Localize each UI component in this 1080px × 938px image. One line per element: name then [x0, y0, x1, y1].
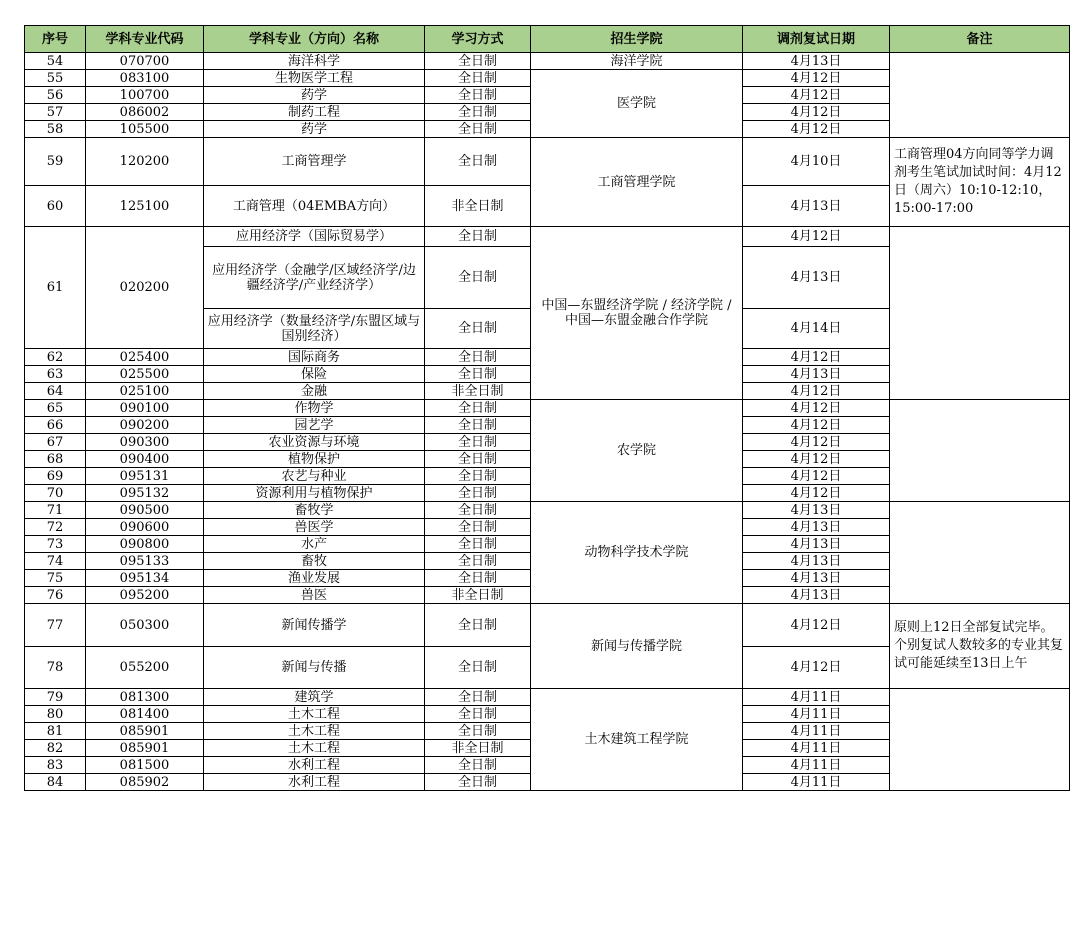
row-no: 60 [25, 186, 86, 227]
subject-name: 工商管理学 [204, 138, 425, 186]
study-mode: 全日制 [425, 536, 531, 553]
subject-code: 090500 [86, 502, 204, 519]
retest-date: 4月12日 [743, 383, 890, 400]
subject-code: 090300 [86, 434, 204, 451]
subject-name: 水利工程 [204, 774, 425, 791]
row-no: 59 [25, 138, 86, 186]
retest-date: 4月13日 [743, 587, 890, 604]
retest-date: 4月12日 [743, 70, 890, 87]
row-no: 57 [25, 104, 86, 121]
row-no: 54 [25, 53, 86, 70]
retest-date: 4月12日 [743, 604, 890, 647]
retest-date: 4月10日 [743, 138, 890, 186]
subject-name: 园艺学 [204, 417, 425, 434]
remark: 原则上12日全部复试完毕。个别复试人数较多的专业其复试可能延续至13日上午 [890, 604, 1070, 689]
study-mode: 全日制 [425, 53, 531, 70]
study-mode: 全日制 [425, 485, 531, 502]
subject-code: 025400 [86, 349, 204, 366]
subject-code: 020200 [86, 227, 204, 349]
row-no: 55 [25, 70, 86, 87]
study-mode: 全日制 [425, 502, 531, 519]
subject-code: 025500 [86, 366, 204, 383]
remark: 工商管理04方向同等学力调剂考生笔试加试时间：4月12日（周六）10:10-12:10，15:00-17:00 [890, 138, 1070, 227]
retest-date: 4月13日 [743, 570, 890, 587]
row-no: 61 [25, 227, 86, 349]
row-no: 58 [25, 121, 86, 138]
college-name: 中国—东盟经济学院 / 经济学院 / 中国—东盟金融合作学院 [531, 227, 743, 400]
subject-code: 090100 [86, 400, 204, 417]
subject-code: 085902 [86, 774, 204, 791]
row-no: 69 [25, 468, 86, 485]
row-no: 71 [25, 502, 86, 519]
subject-name: 工商管理（04EMBA方向） [204, 186, 425, 227]
study-mode: 全日制 [425, 434, 531, 451]
subject-code: 086002 [86, 104, 204, 121]
remark [890, 227, 1070, 400]
remark [890, 689, 1070, 791]
subject-code: 081300 [86, 689, 204, 706]
subject-name: 金融 [204, 383, 425, 400]
college-name: 工商管理学院 [531, 138, 743, 227]
subject-name: 畜牧 [204, 553, 425, 570]
row-no: 82 [25, 740, 86, 757]
study-mode: 全日制 [425, 309, 531, 349]
subject-code: 081400 [86, 706, 204, 723]
study-mode: 全日制 [425, 468, 531, 485]
retest-date: 4月12日 [743, 485, 890, 502]
table-row [25, 138, 1070, 186]
subject-code: 090600 [86, 519, 204, 536]
retest-date: 4月13日 [743, 536, 890, 553]
subject-name: 应用经济学（数量经济学/东盟区域与国别经济） [204, 309, 425, 349]
subject-name: 水利工程 [204, 757, 425, 774]
study-mode: 全日制 [425, 400, 531, 417]
retest-date: 4月11日 [743, 706, 890, 723]
study-mode: 全日制 [425, 689, 531, 706]
retest-date: 4月12日 [743, 400, 890, 417]
subject-code: 085901 [86, 723, 204, 740]
study-mode: 全日制 [425, 774, 531, 791]
subject-code: 095132 [86, 485, 204, 502]
subject-name: 应用经济学（国际贸易学） [204, 227, 425, 247]
study-mode: 非全日制 [425, 383, 531, 400]
subject-code: 083100 [86, 70, 204, 87]
retest-date: 4月13日 [743, 186, 890, 227]
page [24, 25, 1069, 791]
retest-date: 4月13日 [743, 247, 890, 309]
retest-date: 4月12日 [743, 434, 890, 451]
subject-name: 渔业发展 [204, 570, 425, 587]
college-name: 土木建筑工程学院 [531, 689, 743, 791]
subject-code: 105500 [86, 121, 204, 138]
col-header-mode: 学习方式 [425, 26, 531, 53]
retest-date: 4月12日 [743, 227, 890, 247]
col-header-remark: 备注 [890, 26, 1070, 53]
row-no: 72 [25, 519, 86, 536]
study-mode: 非全日制 [425, 740, 531, 757]
row-no: 66 [25, 417, 86, 434]
retest-date: 4月12日 [743, 349, 890, 366]
col-header-date: 调剂复试日期 [743, 26, 890, 53]
study-mode: 全日制 [425, 121, 531, 138]
retest-date: 4月12日 [743, 417, 890, 434]
subject-name: 兽医 [204, 587, 425, 604]
remark [890, 400, 1070, 502]
study-mode: 全日制 [425, 519, 531, 536]
table-row [25, 689, 1070, 706]
subject-code: 095131 [86, 468, 204, 485]
subject-name: 资源利用与植物保护 [204, 485, 425, 502]
study-mode: 全日制 [425, 227, 531, 247]
row-no: 67 [25, 434, 86, 451]
subject-code: 090400 [86, 451, 204, 468]
subject-name: 土木工程 [204, 706, 425, 723]
subject-name: 新闻与传播 [204, 647, 425, 689]
retest-date: 4月13日 [743, 553, 890, 570]
subject-code: 100700 [86, 87, 204, 104]
col-header-code: 学科专业代码 [86, 26, 204, 53]
study-mode: 全日制 [425, 451, 531, 468]
study-mode: 全日制 [425, 417, 531, 434]
study-mode: 全日制 [425, 757, 531, 774]
retest-date: 4月12日 [743, 87, 890, 104]
header-row [25, 26, 1070, 53]
subject-code: 125100 [86, 186, 204, 227]
retest-date: 4月11日 [743, 723, 890, 740]
row-no: 70 [25, 485, 86, 502]
subject-name: 药学 [204, 87, 425, 104]
retest-date: 4月13日 [743, 502, 890, 519]
college-name: 医学院 [531, 70, 743, 138]
subject-name: 应用经济学（金融学/区域经济学/边疆经济学/产业经济学） [204, 247, 425, 309]
subject-name: 制药工程 [204, 104, 425, 121]
table-body [25, 53, 1070, 791]
college-name: 海洋学院 [531, 53, 743, 70]
subject-name: 建筑学 [204, 689, 425, 706]
subject-name: 畜牧学 [204, 502, 425, 519]
subject-code: 095133 [86, 553, 204, 570]
study-mode: 全日制 [425, 247, 531, 309]
study-mode: 全日制 [425, 104, 531, 121]
subject-code: 090200 [86, 417, 204, 434]
subject-name: 国际商务 [204, 349, 425, 366]
col-header-college: 招生学院 [531, 26, 743, 53]
study-mode: 全日制 [425, 349, 531, 366]
study-mode: 非全日制 [425, 587, 531, 604]
col-header-no: 序号 [25, 26, 86, 53]
row-no: 64 [25, 383, 86, 400]
subject-name: 新闻传播学 [204, 604, 425, 647]
subject-name: 作物学 [204, 400, 425, 417]
college-name: 动物科学技术学院 [531, 502, 743, 604]
study-mode: 全日制 [425, 87, 531, 104]
study-mode: 全日制 [425, 553, 531, 570]
retest-date: 4月12日 [743, 468, 890, 485]
table-row [25, 400, 1070, 417]
subject-name: 生物医学工程 [204, 70, 425, 87]
row-no: 81 [25, 723, 86, 740]
subject-code: 090800 [86, 536, 204, 553]
row-no: 77 [25, 604, 86, 647]
table-row [25, 604, 1070, 647]
row-no: 74 [25, 553, 86, 570]
retest-date: 4月12日 [743, 104, 890, 121]
row-no: 79 [25, 689, 86, 706]
row-no: 80 [25, 706, 86, 723]
college-name: 农学院 [531, 400, 743, 502]
row-no: 73 [25, 536, 86, 553]
table-row [25, 53, 1070, 70]
subject-name: 海洋科学 [204, 53, 425, 70]
retest-date: 4月13日 [743, 366, 890, 383]
study-mode: 全日制 [425, 138, 531, 186]
retest-date: 4月14日 [743, 309, 890, 349]
subject-name: 药学 [204, 121, 425, 138]
row-no: 83 [25, 757, 86, 774]
retest-date: 4月12日 [743, 451, 890, 468]
study-mode: 全日制 [425, 366, 531, 383]
subject-name: 土木工程 [204, 723, 425, 740]
subject-name: 植物保护 [204, 451, 425, 468]
study-mode: 全日制 [425, 70, 531, 87]
retest-date: 4月13日 [743, 53, 890, 70]
subject-name: 兽医学 [204, 519, 425, 536]
college-name: 新闻与传播学院 [531, 604, 743, 689]
subject-code: 070700 [86, 53, 204, 70]
retest-schedule-table [24, 25, 1070, 791]
study-mode: 非全日制 [425, 186, 531, 227]
col-header-name: 学科专业（方向）名称 [204, 26, 425, 53]
retest-date: 4月11日 [743, 689, 890, 706]
row-no: 84 [25, 774, 86, 791]
row-no: 75 [25, 570, 86, 587]
subject-name: 土木工程 [204, 740, 425, 757]
table-row [25, 227, 1070, 247]
subject-name: 农业资源与环境 [204, 434, 425, 451]
subject-name: 农艺与种业 [204, 468, 425, 485]
study-mode: 全日制 [425, 647, 531, 689]
subject-code: 055200 [86, 647, 204, 689]
study-mode: 全日制 [425, 604, 531, 647]
retest-date: 4月11日 [743, 774, 890, 791]
row-no: 56 [25, 87, 86, 104]
study-mode: 全日制 [425, 706, 531, 723]
row-no: 68 [25, 451, 86, 468]
retest-date: 4月11日 [743, 757, 890, 774]
retest-date: 4月12日 [743, 121, 890, 138]
row-no: 63 [25, 366, 86, 383]
remark [890, 53, 1070, 138]
subject-code: 120200 [86, 138, 204, 186]
subject-code: 085901 [86, 740, 204, 757]
retest-date: 4月12日 [743, 647, 890, 689]
retest-date: 4月13日 [743, 519, 890, 536]
table-row [25, 502, 1070, 519]
row-no: 62 [25, 349, 86, 366]
subject-code: 095200 [86, 587, 204, 604]
study-mode: 全日制 [425, 723, 531, 740]
subject-code: 095134 [86, 570, 204, 587]
subject-name: 保险 [204, 366, 425, 383]
study-mode: 全日制 [425, 570, 531, 587]
row-no: 65 [25, 400, 86, 417]
retest-date: 4月11日 [743, 740, 890, 757]
subject-code: 081500 [86, 757, 204, 774]
row-no: 78 [25, 647, 86, 689]
row-no: 76 [25, 587, 86, 604]
subject-code: 025100 [86, 383, 204, 400]
subject-name: 水产 [204, 536, 425, 553]
remark [890, 502, 1070, 604]
subject-code: 050300 [86, 604, 204, 647]
